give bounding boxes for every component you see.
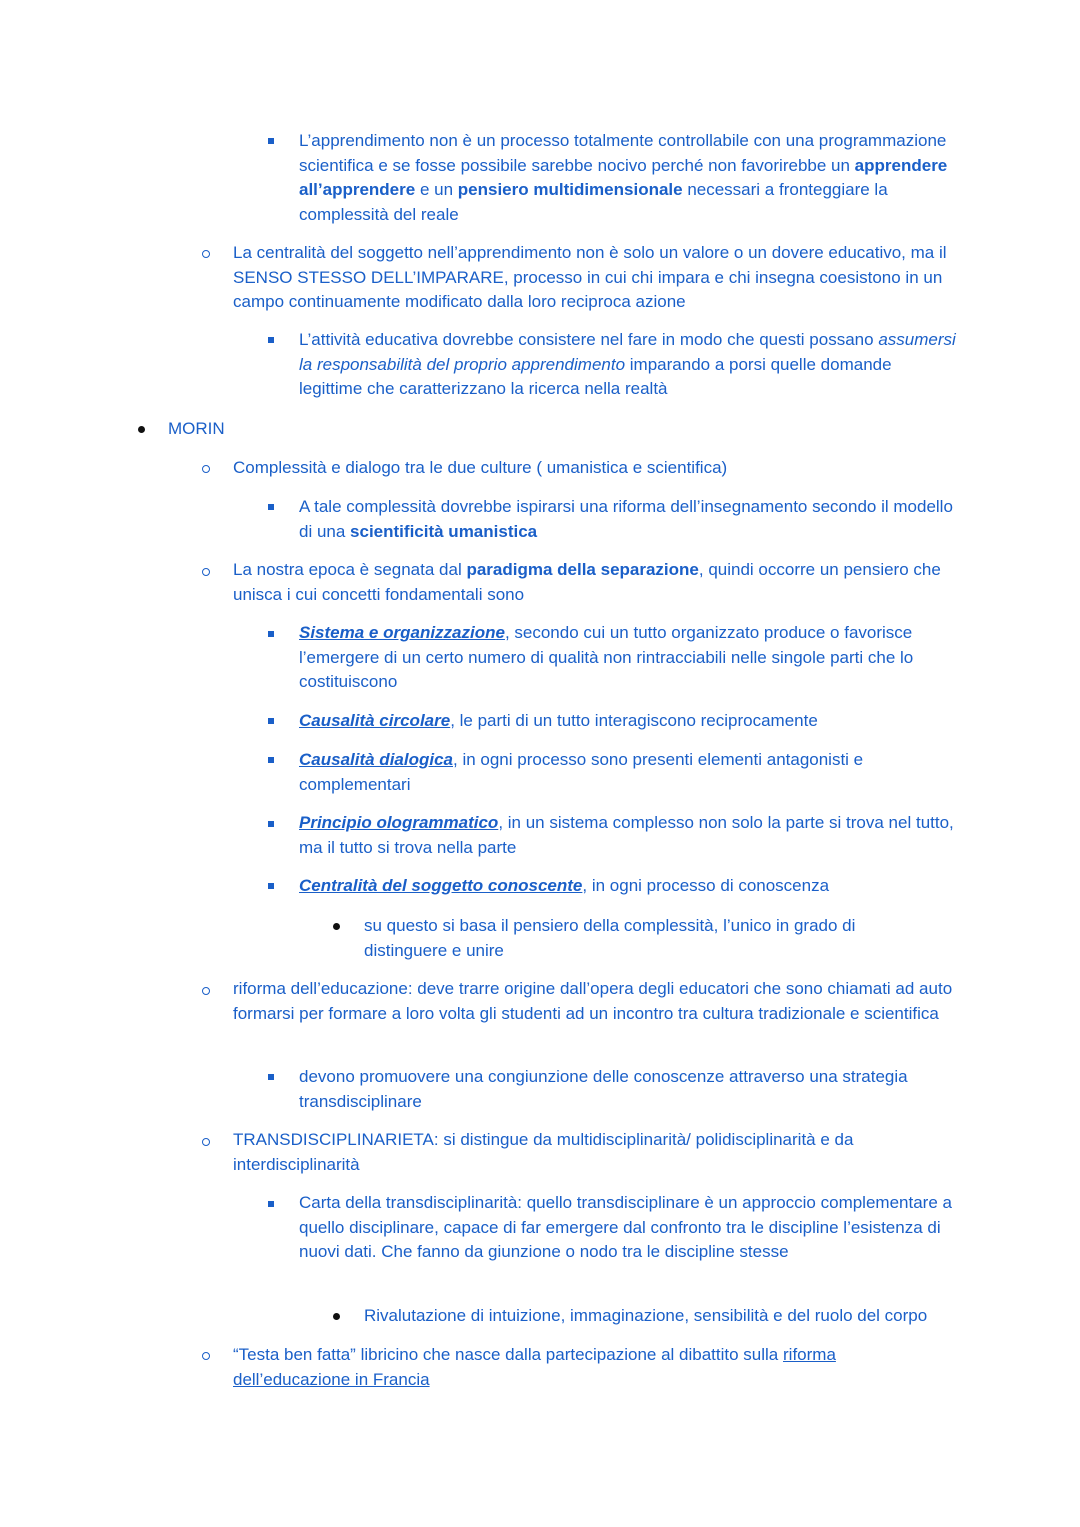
text-run: L’apprendimento non è un processo totalmente controllabile con una programmazione scientifica e se fosse possibile sarebbe nocivo perché non favorirebbe un <box>299 131 947 175</box>
paragraph-congiunzione: devono promuovere una congiunzione delle conoscenze attraverso una strategia transdisciplinare <box>299 1067 908 1111</box>
paragraph-rivalutazione: Rivalutazione di intuizione, immaginazione, sensibilità e del ruolo del corpo <box>364 1306 928 1325</box>
text-run: e un <box>415 180 458 199</box>
circle-bullet-icon <box>202 987 210 995</box>
text-run: , in ogni processo di conoscenza <box>582 876 830 895</box>
dot-bullet-icon <box>333 923 340 930</box>
text-run: , quindi occorre un pensiero che unisca i cui concetti fondamentali sono <box>233 560 941 604</box>
text-run: , secondo cui un tutto organizzato produce o favorisce l’emergere di un certo numero di qualità non rintracciabili nelle singole parti che lo costituiscono <box>299 623 914 691</box>
paragraph-riforma-insegnamento <box>299 495 959 544</box>
italic-phrase: assumersi la responsabilità del proprio apprendimento <box>299 330 956 374</box>
circle-bullet-icon <box>202 250 210 258</box>
concept-principio-ologrammatico <box>299 811 979 860</box>
bold-term: pensiero multidimensionale <box>457 180 683 199</box>
bold-term: apprendere all’apprendere <box>299 155 948 199</box>
square-bullet-icon <box>268 631 274 637</box>
bold-term: paradigma della separazione <box>466 560 699 579</box>
square-bullet-icon <box>268 504 274 510</box>
square-bullet-icon <box>268 718 274 724</box>
square-bullet-icon <box>268 883 274 889</box>
paragraph-carta-transdisciplinarita: Carta della transdisciplinarità: quello transdisciplinare è un approccio complementare a quello disciplinare, capace di far emergere dal confronto tra le discipline l’esistenza di nuovi dati. Che fanno da giunzione o nodo tra le discipline stesse <box>299 1193 952 1261</box>
text-run: , in un sistema complesso non solo la parte si trova nel tutto, ma il tutto si trova nella parte <box>299 813 954 857</box>
circle-bullet-icon <box>202 568 210 576</box>
square-bullet-icon <box>268 821 274 827</box>
circle-bullet-icon <box>202 465 210 473</box>
square-bullet-icon <box>268 1201 274 1207</box>
dot-bullet-icon <box>333 1313 340 1320</box>
bold-term: scientificità umanistica <box>350 521 538 541</box>
text-run: “Testa ben fatta” libricino che nasce dalla partecipazione al dibattito sulla <box>233 1345 783 1364</box>
square-bullet-icon <box>268 757 274 763</box>
text-run: , le parti di un tutto interagiscono reciprocamente <box>450 711 818 730</box>
paragraph-paradigma <box>233 558 983 607</box>
concept-term: Centralità del soggetto conoscente <box>299 876 583 895</box>
concept-term: Principio ologrammatico <box>299 813 499 832</box>
text-run: , in ogni processo sono presenti elementi antagonisti e complementari <box>299 750 864 794</box>
paragraph-attivita-educativa <box>299 328 959 402</box>
concept-term: Sistema e organizzazione <box>299 623 505 642</box>
concept-term: Causalità dialogica <box>299 750 453 769</box>
dot-bullet-icon <box>138 426 145 433</box>
paragraph-transdisciplinarieta: TRANSDISCIPLINARIETA: si distingue da multidisciplinarità/ polidisciplinarità e da interdisciplinarità <box>233 1130 854 1174</box>
square-bullet-icon <box>268 337 274 343</box>
text-run: L’attività educativa dovrebbe consistere nel fare in modo che questi possano <box>299 330 879 349</box>
paragraph-testa-ben-fatta <box>233 1343 913 1392</box>
concept-causalita-dialogica <box>299 748 939 797</box>
heading-morin: MORIN <box>168 419 225 438</box>
concept-sistema-organizzazione <box>299 621 979 695</box>
text-run: necessari a fronteggiare la complessità del reale <box>299 180 888 224</box>
text-run: imparando a porsi quelle domande legittime che caratterizzano la ricerca nella realtà <box>299 354 892 398</box>
concept-term: Causalità circolare <box>299 711 451 730</box>
paragraph-riforma-educazione: riforma dell’educazione: deve trarre origine dall’opera degli educatori che sono chiamati ad auto formarsi per formare a loro volta gli studenti ad un incontro tra cultura tradizionale e scientifica <box>233 979 953 1023</box>
text-run: A tale complessità dovrebbe ispirarsi una riforma dell’insegnamento secondo il modello di una <box>299 497 953 541</box>
paragraph-centralita: La centralità del soggetto nell’apprendimento non è solo un valore o un dovere educativo, ma il SENSO STESSO DELL’IMPARARE, processo in cui chi impara e chi insegna coesistono in un campo continuamente modificato dalla loro reciproca azione <box>233 243 947 311</box>
concept-causalita-circolare <box>299 709 979 734</box>
circle-bullet-icon <box>202 1352 210 1360</box>
square-bullet-icon <box>268 1074 274 1080</box>
paragraph-apprendimento <box>299 129 949 227</box>
concept-centralita-soggetto <box>299 874 979 899</box>
circle-bullet-icon <box>202 1138 210 1146</box>
paragraph-pensiero-complessita: su questo si basa il pensiero della complessità, l’unico in grado di distinguere e unire <box>364 916 856 960</box>
square-bullet-icon <box>268 138 274 144</box>
paragraph-complessita: Complessità e dialogo tra le due culture ( umanistica e scientifica) <box>233 458 728 477</box>
text-run: La nostra epoca è segnata dal <box>233 560 467 579</box>
riforma-link[interactable]: riforma dell’educazione in Francia <box>233 1345 836 1389</box>
